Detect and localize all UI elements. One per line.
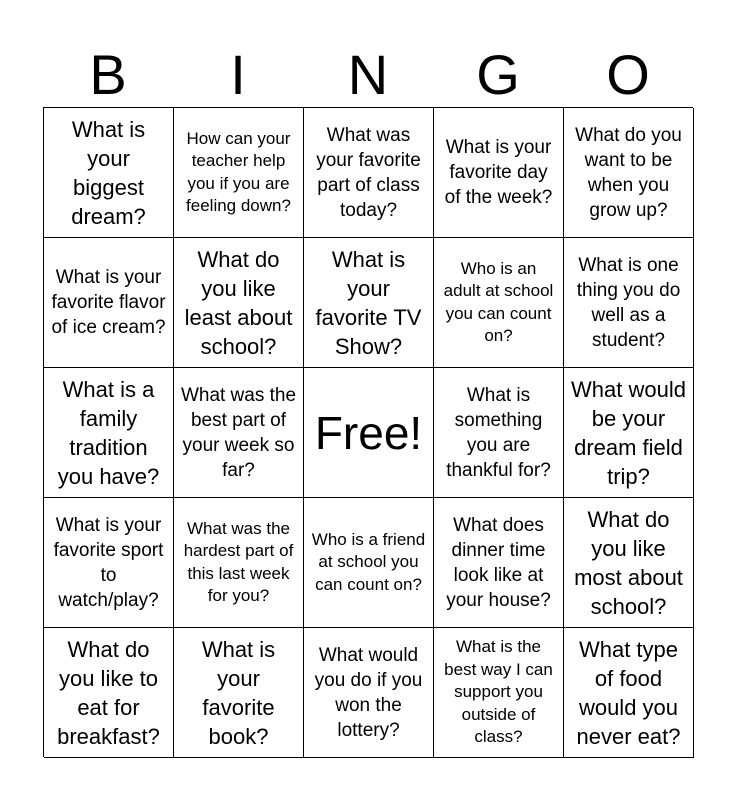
- cell-text: What do you like least about school?: [184, 246, 293, 359]
- bingo-cell[interactable]: [564, 498, 694, 628]
- cell-text: Who is an adult at school you can count on?: [443, 258, 554, 345]
- cell-text: What was your favorite part of class today?: [316, 124, 421, 221]
- free-space-text: Free!: [314, 406, 423, 459]
- cell-text: What is something you are thankful for?: [446, 384, 551, 481]
- cell-text: What is your biggest dream?: [71, 116, 146, 229]
- bingo-cell[interactable]: [304, 108, 434, 238]
- cell-text: What is your favorite TV Show?: [315, 246, 422, 359]
- cell-text: What is your favorite flavor of ice cream?: [51, 267, 166, 338]
- header-letter-n: N: [347, 43, 389, 106]
- cell-text: What does dinner time look like at your house?: [446, 514, 551, 611]
- bingo-cell[interactable]: [564, 628, 694, 758]
- cell-text: What type of food would you never eat?: [576, 636, 681, 749]
- free-space-cell[interactable]: [304, 368, 434, 498]
- cell-text: What is your favorite sport to watch/play?: [53, 514, 164, 611]
- cell-text: What is the best way I can support you outside of class?: [444, 637, 553, 747]
- cell-text: What would you do if you won the lottery?: [314, 644, 423, 741]
- header-letter-b: B: [89, 43, 127, 106]
- bingo-cell[interactable]: [434, 628, 564, 758]
- cell-text: What is one thing you do well as a student?: [576, 254, 681, 351]
- bingo-cell[interactable]: [174, 108, 304, 238]
- cell-text: What is a family tradition you have?: [57, 376, 160, 489]
- cell-text: What was the hardest part of this last week for you?: [183, 518, 294, 605]
- cell-text: What do you like most about school?: [574, 506, 683, 619]
- bingo-board: [43, 107, 693, 757]
- cell-text: What was the best part of your week so far?: [180, 384, 297, 481]
- bingo-cell[interactable]: [174, 628, 304, 758]
- bingo-cell[interactable]: [174, 238, 304, 368]
- bingo-header: [43, 44, 693, 106]
- bingo-cell[interactable]: [564, 238, 694, 368]
- bingo-cell[interactable]: [44, 368, 174, 498]
- header-letter-g: G: [476, 43, 520, 106]
- bingo-cell[interactable]: [434, 498, 564, 628]
- bingo-cell[interactable]: [304, 498, 434, 628]
- header-letter-o: O: [606, 43, 650, 106]
- bingo-cell[interactable]: [44, 108, 174, 238]
- bingo-cell[interactable]: [44, 238, 174, 368]
- cell-text: What would be your dream field trip?: [571, 376, 686, 489]
- bingo-cell[interactable]: [174, 498, 304, 628]
- cell-text: What is your favorite day of the week?: [444, 137, 553, 208]
- bingo-cell[interactable]: [44, 498, 174, 628]
- bingo-cell[interactable]: [434, 368, 564, 498]
- cell-text: What do you like to eat for breakfast?: [57, 636, 160, 749]
- bingo-cell[interactable]: [564, 368, 694, 498]
- cell-text: What is your favorite book?: [201, 636, 276, 749]
- header-letter-i: I: [230, 43, 246, 106]
- bingo-cell[interactable]: [304, 238, 434, 368]
- bingo-cell[interactable]: [434, 108, 564, 238]
- bingo-cell[interactable]: [434, 238, 564, 368]
- bingo-cell[interactable]: [564, 108, 694, 238]
- cell-text: How can your teacher help you if you are feeling down?: [186, 128, 291, 215]
- cell-text: Who is a friend at school you can count on?: [311, 529, 426, 594]
- bingo-cell[interactable]: [174, 368, 304, 498]
- bingo-cell[interactable]: [304, 628, 434, 758]
- cell-text: What do you want to be when you grow up?: [575, 124, 682, 221]
- bingo-cell[interactable]: [44, 628, 174, 758]
